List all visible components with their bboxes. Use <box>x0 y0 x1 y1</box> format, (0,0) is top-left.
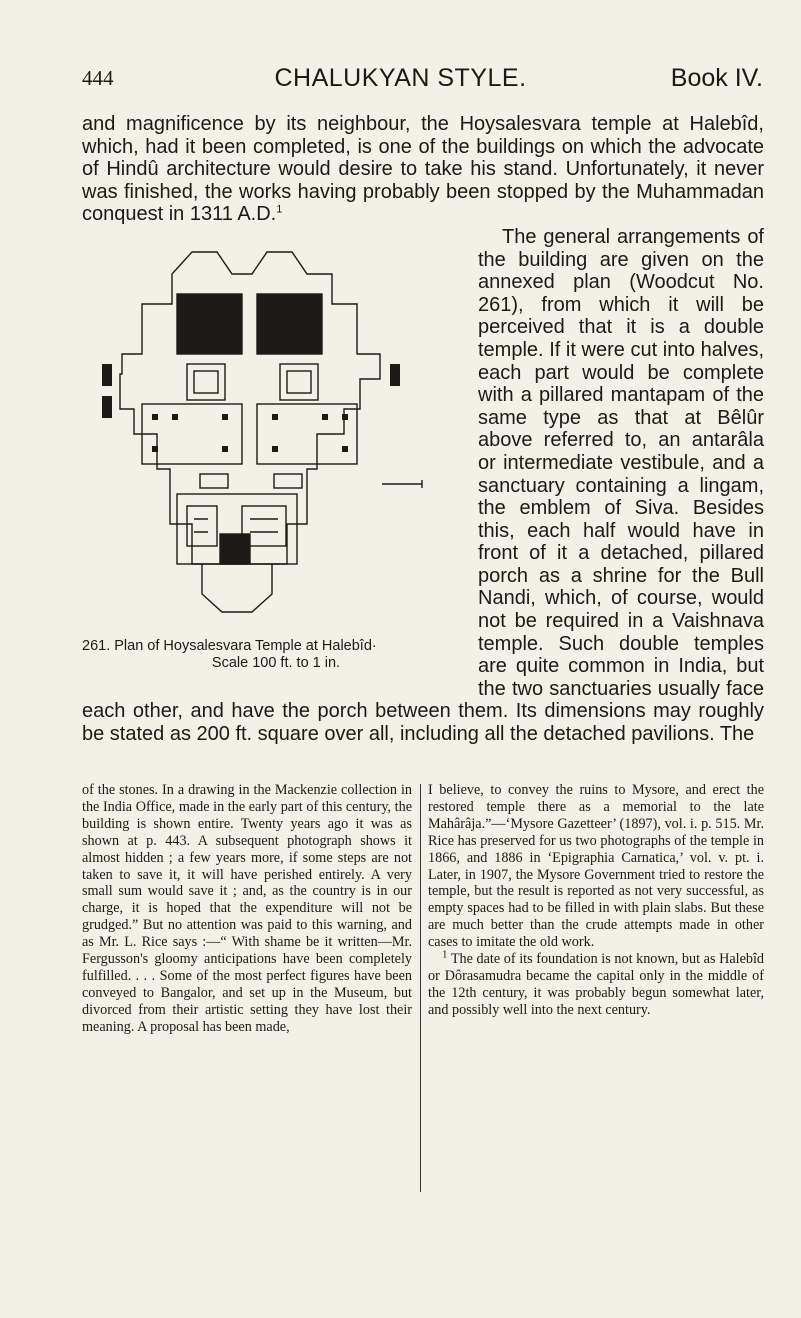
plan-sanctuary-right <box>280 364 318 400</box>
book-label: Book IV. <box>670 64 763 92</box>
paragraph-1: and magnificence by its neighbour, the Hoysalesvara temple at Halebîd, which, had it been completed, is one of the buildings on which the advocate of Hindû architecture would desire to take his stand. Unfortunately, it never was finished, the works having probably been stopped by the Muhammadan conquest in 1311 A.D.$^1$ <box>82 113 764 226</box>
plan-outer-plinth <box>120 252 380 564</box>
footnote-column-right <box>428 782 764 1019</box>
column-divider <box>420 784 421 1192</box>
footnote-1: $^1$ The date of its foundation is not known, but as Halebîd or Dôrasamudra became the capital only in the middle of the 12th century, it was probably begun somewhat later, and possibly well into the next century. <box>428 948 764 1018</box>
plan-shrine-right <box>257 294 322 354</box>
page-number: 444 <box>82 66 114 90</box>
plan-bottom-shrine <box>202 564 272 612</box>
running-title: CHALUKYAN STYLE. <box>274 64 527 92</box>
plan-shrine-left <box>177 294 242 354</box>
running-header <box>0 64 801 96</box>
plan-nandi-porch-right <box>274 474 302 488</box>
paragraph-2: The general arrangements of the building are given on the annexed plan (Woodcut No. 261), from which it will be perceived that it is a double temple. If it were cut into halves, each part would be complete with a pillared mantapam of the same type as that at Bêlûr above referred to, an antarâla or intermediate vestibule, and a sanctuary containing a lingam, the emblem of Siva. Besides this, each half would have in front of it a detached, pillared porch as a shrine for the Bull Nandi, which, of course, would not be required in a Vaishnava temple. Such double temples are quite common in India, but the two sanctuaries usually face each other, and have the porch between them. Its dimensions may roughly be stated as 200 ft. square over all, including all the detached pavilions. The <box>82 225 764 746</box>
plan-nandi-porch-left <box>200 474 228 488</box>
footnote-1-marker: 1 <box>442 948 448 961</box>
main-text <box>82 113 764 746</box>
footnote-column-left: of the stones. In a drawing in the Mackenzie collection in the India Office, made in the early part of this century, the building is shown entire. Twenty years ago it was as shown at p. 443. A subsequent photograph shows it almost hidden ; a few years more, if some steps are not taken to save it, it will have perished entirely. A very small sum would save it ; and, as the country is in our charge, it is hoped that the expenditure will not be grudged.” But no attention was paid to this warning, and as Mr. L. Rice says :—“ With shame be it written—Mr. Fergusson's gloomy anticipations have been completely fulfilled. . . . Some of the most perfect figures have been conveyed to Bangalor, and set up in the Museum, but divorced from their artistic setting they have lost their meaning. A proposal has been made, <box>82 782 412 1035</box>
temple-plan-drawing <box>82 234 470 634</box>
plan-sanctuary-left <box>187 364 225 400</box>
temple-plan-figure <box>82 234 470 674</box>
footnote-ref-1[interactable]: 1 <box>276 203 283 216</box>
footnote-continuation: I believe, to convey the ruins to Mysore, and erect the restored temple there as a memorial to the late Mahârâja.”—‘Mysore Gazetteer’ (1897), vol. i. p. 515. Mr. Rice has preserved for us two photographs of the temple in 1866, and 1886 in ‘Epigraphia Carnatica,’ vol. v. pt. i. Later, in 1907, the Mysore Government tried to restore the temple, but the result is reported as not very successful, as empty spaces had to be filled in with plain slabs. But these are much better than the crude attempts made in other cases to imitate the old work. <box>428 782 764 951</box>
figure-caption: 261. Plan of Hoysalesvara Temple at Halebîd· Scale 100 ft. to 1 in. <box>82 637 377 671</box>
